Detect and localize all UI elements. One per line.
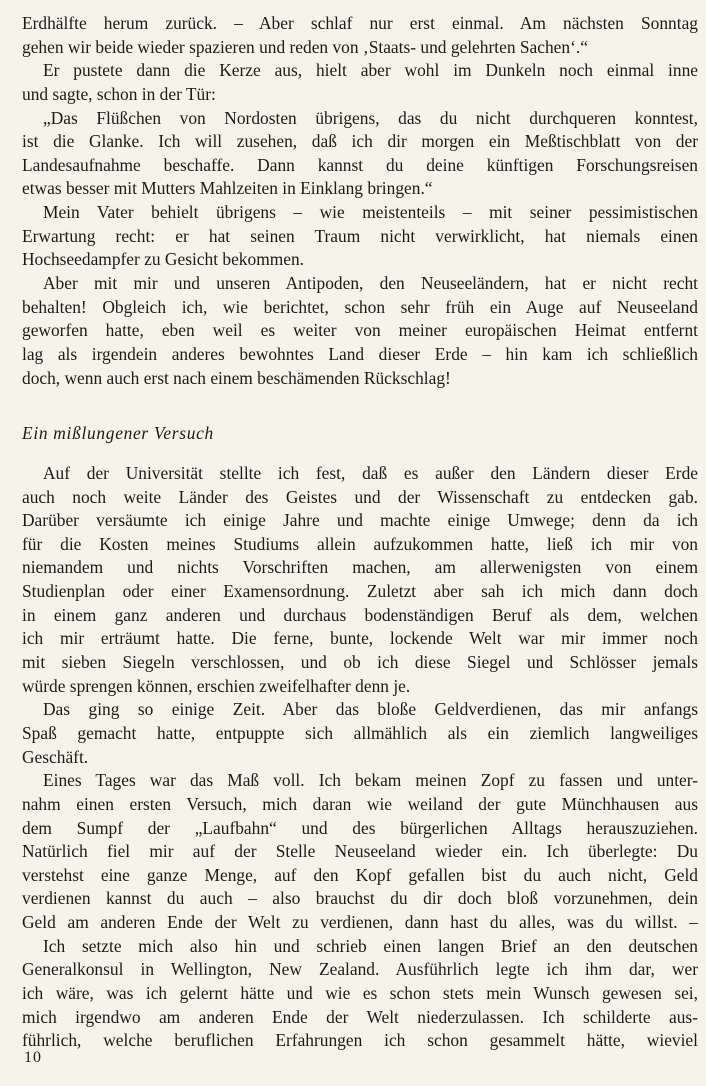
text-block-top	[22, 12, 698, 390]
text-line: für die Kosten meines Studiums allein aufzukommen hatte, ließ ich mir von	[22, 533, 698, 554]
text-line: führlich, welche beruflichen Erfahrungen ich schon gesammelt hätte, wieviel	[22, 1030, 698, 1051]
page-number: 10	[24, 1049, 42, 1066]
text-line: Ich setzte mich also hin und schrieb einen langen Brief an den deutschen	[43, 935, 698, 956]
heading-spacer	[22, 446, 698, 462]
text-line: Das ging so einige Zeit. Aber das bloße Geldverdienen, das mir anfangs	[43, 699, 698, 720]
text-line: Geld am anderen Ende der Welt zu verdienen, dann hast du alles, was du willst. –	[22, 912, 698, 933]
paragraph	[22, 462, 698, 698]
text-line: nahm einen ersten Versuch, mich daran wie weiland der gute Münchhausen aus	[22, 793, 698, 814]
text-line: Spaß gemacht hatte, entpuppte sich allmählich als ein ziemlich langweiliges	[22, 722, 698, 743]
text-line: verstehst eine ganze Menge, auf den Kopf gefallen bist du auch nicht, Geld	[22, 864, 698, 885]
text-line: verdienen kannst du auch – also brauchst du dir doch bloß vorzunehmen, dein	[22, 888, 698, 909]
text-line: doch, wenn auch erst nach einem beschämenden Rückschlag!	[22, 367, 451, 388]
text-line: lag als irgendein anderes bewohntes Land dieser Erde – hin kam ich schließlich	[22, 343, 698, 364]
text-block-bottom	[22, 462, 698, 1053]
text-line: Landesaufnahme beschaffe. Dann kannst du deine künftigen Forschungsreisen	[22, 154, 698, 175]
text-line: behalten! Obgleich ich, wie berichtet, schon sehr früh ein Auge auf Neuseeland	[22, 296, 698, 317]
text-line: Erdhälfte herum zurück. – Aber schlaf nur erst einmal. Am nächsten Sonntag	[22, 13, 698, 33]
text-line: und sagte, schon in der Tür:	[22, 83, 216, 104]
text-line: niemandem und nichts Vorschriften machen, am allerwenigsten von einem	[22, 557, 698, 578]
text-line: ist die Glanke. Ich will zusehen, daß ich dir morgen ein Meßtischblatt von der	[22, 131, 698, 152]
text-line: Geschäft.	[22, 746, 89, 767]
paragraph	[22, 201, 698, 272]
text-line: Hochseedampfer zu Gesicht bekommen.	[22, 249, 305, 270]
section-heading: Ein mißlungener Versuch	[22, 423, 214, 444]
text-line: auch noch weite Länder des Geistes und der Wissenschaft zu entdecken gab.	[22, 486, 698, 507]
paragraph	[22, 698, 698, 769]
text-line: Auf der Universität stellte ich fest, daß es außer den Ländern dieser Erde	[43, 462, 698, 483]
paragraph	[22, 272, 698, 390]
text-line: Erwartung recht: er hat seinen Traum nicht verwirklicht, hat niemals einen	[22, 225, 698, 246]
text-line: würde sprengen können, erschien zweifelhafter denn je.	[22, 675, 411, 696]
text-line: gehen wir beide wieder spazieren und reden von ‚Staats- und gelehrten Sachen‘.“	[22, 36, 588, 57]
text-line: in einem ganz anderen und durchaus bodenständigen Beruf als dem, welchen	[22, 604, 698, 625]
text-line: Natürlich fiel mir auf der Stelle Neuseeland wieder ein. Ich überlegte: Du	[22, 841, 698, 862]
text-line: Darüber versäumte ich einige Jahre und machte einige Umwege; denn da ich	[22, 510, 698, 531]
text-line: dem Sumpf der „Laufbahn“ und des bürgerlichen Alltags herauszuziehen.	[22, 817, 698, 838]
text-line: Eines Tages war das Maß voll. Ich bekam meinen Zopf zu fassen und unter-	[43, 770, 698, 791]
text-line: ich mir erträumt hatte. Die ferne, bunte, lockende Welt war mir immer noch	[22, 628, 698, 649]
text-line: etwas besser mit Mutters Mahlzeiten in Einklang bringen.“	[22, 178, 433, 199]
text-line: Studienplan oder einer Examensordnung. Zuletzt aber sah ich mich dann doch	[22, 581, 698, 602]
paragraph	[22, 769, 698, 934]
paragraph	[22, 107, 698, 202]
text-line: mich irgendwo am anderen Ende der Welt niederzulassen. Ich schilderte aus-	[22, 1006, 698, 1027]
text-line: Mein Vater behielt übrigens – wie meistenteils – mit seiner pessimistischen	[43, 202, 698, 223]
paragraph	[22, 59, 698, 106]
text-line: Aber mit mir und unseren Antipoden, den Neuseeländern, hat er nicht recht	[43, 273, 698, 294]
text-line: geworfen hatte, eben weil es weiter von meiner europäischen Heimat entfernt	[22, 320, 698, 341]
text-line: ich wäre, was ich gelernt hätte und wie es schon stets mein Wunsch gewesen sei,	[22, 982, 698, 1003]
text-line: „Das Flüßchen von Nordosten übrigens, das du nicht durchqueren konntest,	[43, 107, 698, 128]
book-page	[22, 12, 698, 1053]
paragraph	[22, 935, 698, 1053]
text-line: mit sieben Siegeln verschlossen, und ob ich diese Siegel und Schlösser jemals	[22, 652, 698, 673]
text-line: Generalkonsul in Wellington, New Zealand. Ausführlich legte ich ihm dar, wer	[22, 959, 698, 980]
section-spacer	[22, 390, 698, 422]
paragraph	[22, 12, 698, 59]
text-line: Er pustete dann die Kerze aus, hielt aber wohl im Dunkeln noch einmal inne	[43, 60, 698, 81]
